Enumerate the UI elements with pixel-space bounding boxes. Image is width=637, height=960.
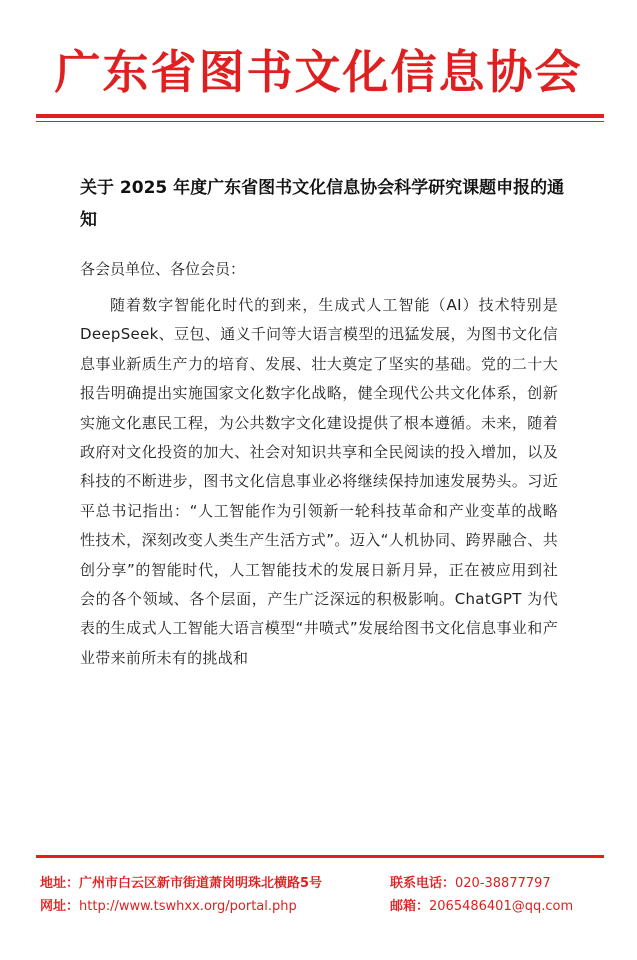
website-label: 网址：: [40, 899, 80, 914]
address-value: 广州市白云区新市街道萧岗明珠北横路5号: [79, 876, 323, 891]
phone-label: 联系电话：: [390, 876, 456, 891]
salutation: 各会员单位、各位会员：: [80, 260, 246, 278]
address-label: 地址：: [40, 876, 80, 891]
email-block: [390, 897, 573, 917]
organization-name: 广东省图书文化信息协会: [54, 45, 583, 99]
website-link[interactable]: http://www.tswhxx.org/portal.php: [79, 899, 297, 914]
website-block: [40, 897, 297, 917]
email-label: 邮箱：: [390, 899, 430, 914]
header-rule-thin: [36, 121, 604, 122]
header-rule-thick: [36, 114, 604, 118]
address-block: [40, 874, 322, 894]
email-link[interactable]: 2065486401@qq.com: [429, 899, 574, 914]
phone-value: 020-38877797: [455, 876, 551, 891]
phone-block: [390, 874, 551, 894]
body-paragraph: 随着数字智能化时代的到来，生成式人工智能（AI）技术特别是 DeepSeek、豆包、通义千问等大语言模型的迅猛发展，为图书文化信息事业新质生产力的培育、发展、壮大奠定了坚实的基础。党的二十大报告明确提出实施国家文化数字化战略，健全现代公共文化体系，创新实施文化惠民工程，为公共数字文化建设提供了根本遵循。未来，随着政府对文化投资的加大、社会对知识共享和全民阅读的投入增加，以及科技的不断进步，图书文化信息事业必将继续保持加速发展势头。习近平总书记指出：“人工智能作为引领新一轮科技革命和产业变革的战略性技术，深刻改变人类生产生活方式”。迈入“人机协同、跨界融合、共创分享”的智能时代，人工智能技术的发展日新月异，正在被应用到社会的各个领域、各个层面，产生广泛深远的积极影响。ChatGPT 为代表的生成式人工智能大语言模型“井喷式”发展给图书文化信息事业和产业带来前所未有的挑战和: [80, 296, 558, 667]
footer-rule: [36, 855, 604, 858]
document-title: 关于 2025 年度广东省图书文化信息协会科学研究课题申报的通知: [80, 178, 565, 230]
